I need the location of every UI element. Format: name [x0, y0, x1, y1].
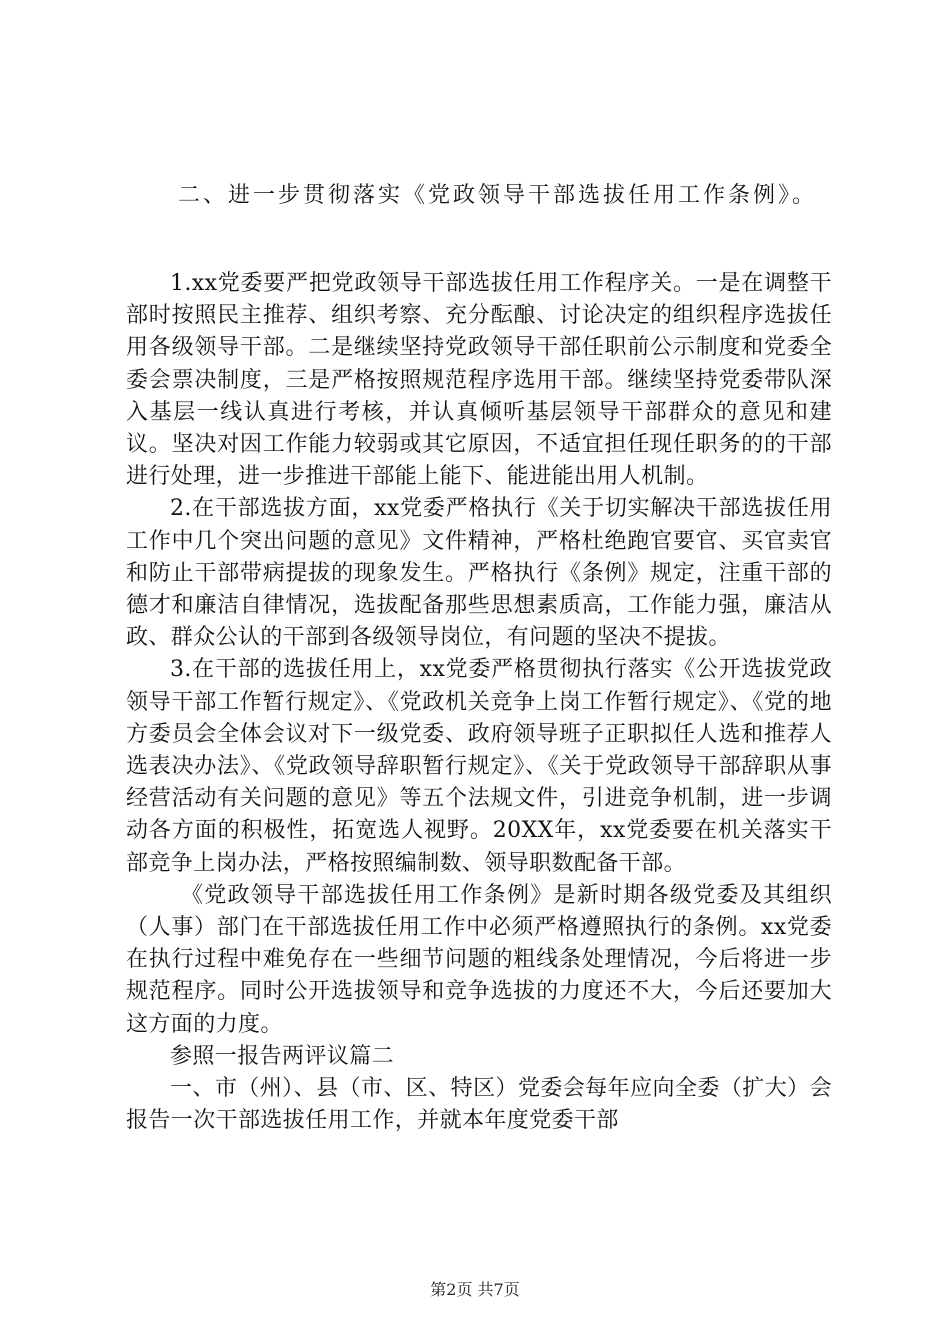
paragraph-2: 2.在干部选拔方面，xx党委严格执行《关于切实解决干部选拔任用工作中几个突出问题的意见》文件精神，严格杜绝跑官要官、买官卖官和防止干部带病提拔的现象发生。严格执行《条例》规定，注重干部的德才和廉洁自律情况，选拔配备那些思想素质高，工作能力强，廉洁从政、群众公认的干部到各级领导岗位，有问题的坚决不提拔。: [126, 496, 832, 651]
paragraph-6: 一、市（州）、县（市、区、特区）党委会每年应向全委（扩大）会报告一次干部选拔任用工作，并就本年度党委干部: [126, 1076, 832, 1134]
paragraph-1: 1.xx党委要严把党政领导干部选拔任用工作程序关。一是在调整干部时按照民主推荐、组织考察、充分酝酿、讨论决定的组织程序选拔任用各级领导干部。二是继续坚持党政领导干部任职前公示制度和党委全委会票决制度，三是严格按照规范程序选用干部。继续坚持党委带队深入基层一线认真进行考核，并认真倾听基层领导干部群众的意见和建议。坚决对因工作能力较弱或其它原因，不适宜担任现任职务的的干部进行处理，进一步推进干部能上能下、能进能出用人机制。: [126, 271, 832, 490]
section-heading: 二、进一步贯彻落实《党政领导干部选拔任用工作条例》。: [178, 183, 818, 208]
paragraph-5: 参照一报告两评议篇二: [170, 1043, 395, 1069]
paragraph-3: 3.在干部的选拔任用上，xx党委严格贯彻执行落实《公开选拔党政领导干部工作暂行规定》、《党政机关竞争上岗工作暂行规定》、《党的地方委员会全体会议对下一级党委、政府领导班子正职拟任人选和推荐人选表决办法》、《党政领导辞职暂行规定》、《关于党政领导干部辞职从事经营活动有关问题的意见》等五个法规文件，引进竞争机制，进一步调动各方面的积极性，拓宽选人视野。20XX年，xx党委要在机关落实干部竞争上岗办法，严格按照编制数、领导职数配备干部。: [126, 657, 832, 876]
document-body: [126, 268, 832, 1137]
paragraph-4: 《党政领导干部选拔任用工作条例》是新时期各级党委及其组织（人事）部门在干部选拔任用工作中必须严格遵照执行的条例。xx党委在执行过程中难免存在一些细节问题的粗线条处理情况，今后将进一步规范程序。同时公开选拔领导和竞争选拔的力度还不大，今后还要加大这方面的力度。: [126, 882, 832, 1037]
page-footer: 第2页 共7页: [430, 1280, 520, 1299]
